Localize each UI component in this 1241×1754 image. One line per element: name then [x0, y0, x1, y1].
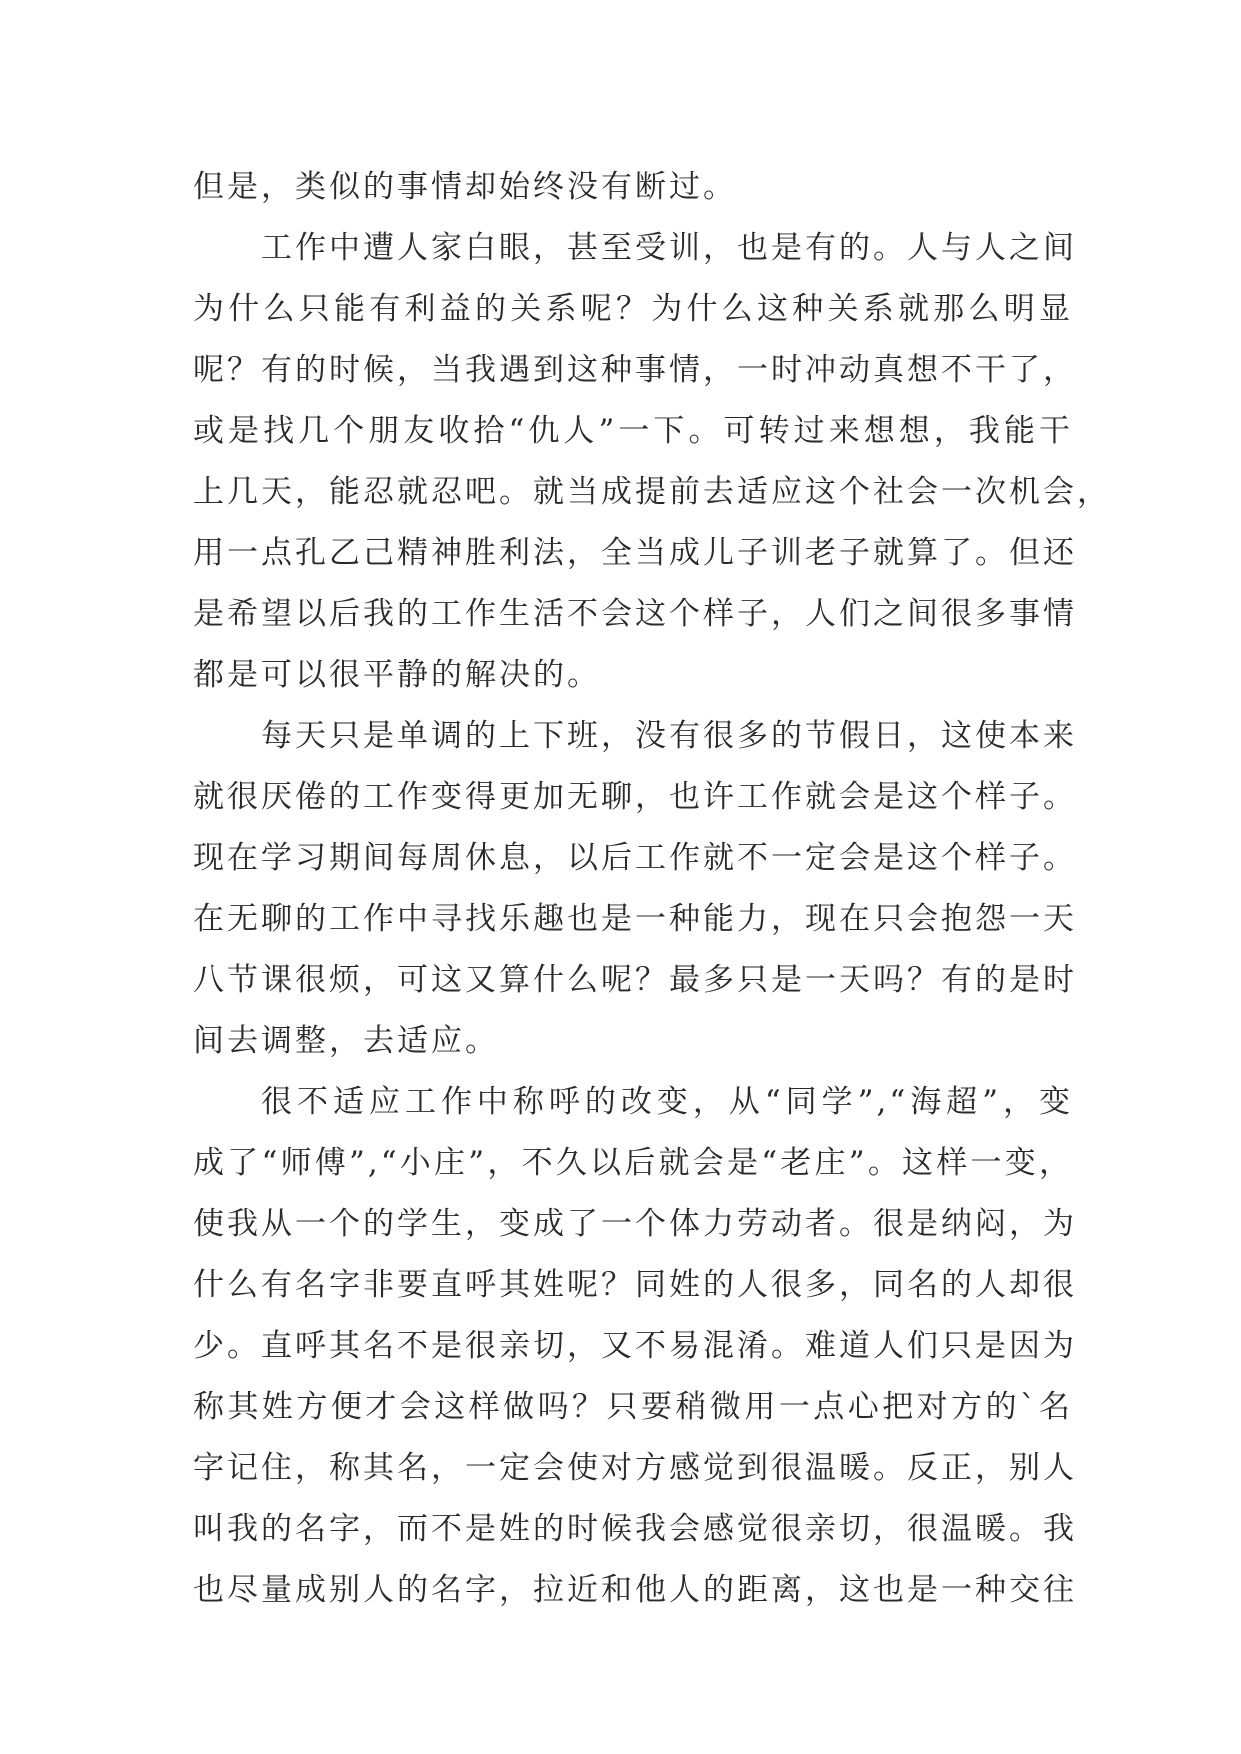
text-line: 八节课很烦，可这又算什么呢？最多只是一天吗？有的是时 — [193, 962, 1077, 998]
text-line: 每天只是单调的上下班，没有很多的节假日，这使本来 — [261, 718, 1077, 754]
document-body — [193, 157, 1111, 1621]
paragraph-2 — [193, 218, 1111, 706]
text-line: 也尽量成别人的名字，拉近和他人的距离，这也是一种交往 — [193, 1572, 1077, 1608]
paragraph-1 — [193, 157, 1073, 218]
text-line: 使我从一个的学生，变成了一个体力劳动者。很是纳闷，为 — [193, 1206, 1077, 1242]
text-line: 就很厌倦的工作变得更加无聊，也许工作就会是这个样子。 — [193, 779, 1077, 815]
text-line: 是希望以后我的工作生活不会这个样子，人们之间很多事情 — [193, 596, 1077, 632]
text-line: 都是可以很平静的解决的。 — [193, 657, 601, 693]
paragraph-4 — [193, 1072, 1077, 1621]
text-line: 现在学习期间每周休息，以后工作就不一定会是这个样子。 — [193, 840, 1077, 876]
paragraph-3 — [193, 706, 1077, 1072]
text-line: 呢？有的时候，当我遇到这种事情，一时冲动真想不干了， — [193, 352, 1077, 388]
text-line: 工作中遭人家白眼，甚至受训，也是有的。人与人之间 — [261, 230, 1077, 266]
text-line: 叫我的名字，而不是姓的时候我会感觉很亲切，很温暖。我 — [193, 1511, 1077, 1547]
text-line: 在无聊的工作中寻找乐趣也是一种能力，现在只会抱怨一天 — [193, 901, 1077, 937]
text-line: 很不适应工作中称呼的改变，从“同学”,“海超”，变 — [261, 1084, 1073, 1120]
text-line: 或是找几个朋友收拾“仇人”一下。可转过来想想，我能干 — [193, 413, 1073, 449]
text-line: 称其姓方便才会这样做吗？只要稍微用一点心把对方的`名 — [193, 1389, 1073, 1425]
text-line: 为什么只能有利益的关系呢？为什么这种关系就那么明显 — [193, 291, 1073, 327]
text-line: 少。直呼其名不是很亲切，又不易混淆。难道人们只是因为 — [193, 1328, 1077, 1364]
text-line: 但是，类似的事情却始终没有断过。 — [193, 169, 737, 205]
text-line: 什么有名字非要直呼其姓呢？同姓的人很多，同名的人却很 — [193, 1267, 1077, 1303]
text-line: 上几天，能忍就忍吧。就当成提前去适应这个社会一次机会， — [193, 474, 1111, 510]
text-line: 字记住，称其名，一定会使对方感觉到很温暖。反正，别人 — [193, 1450, 1077, 1486]
text-line: 用一点孔乙己精神胜利法，全当成儿子训老子就算了。但还 — [193, 535, 1077, 571]
text-line: 间去调整，去适应。 — [193, 1023, 499, 1059]
text-line: 成了“师傅”,“小庄”，不久以后就会是“老庄”。这样一变， — [193, 1145, 1073, 1181]
